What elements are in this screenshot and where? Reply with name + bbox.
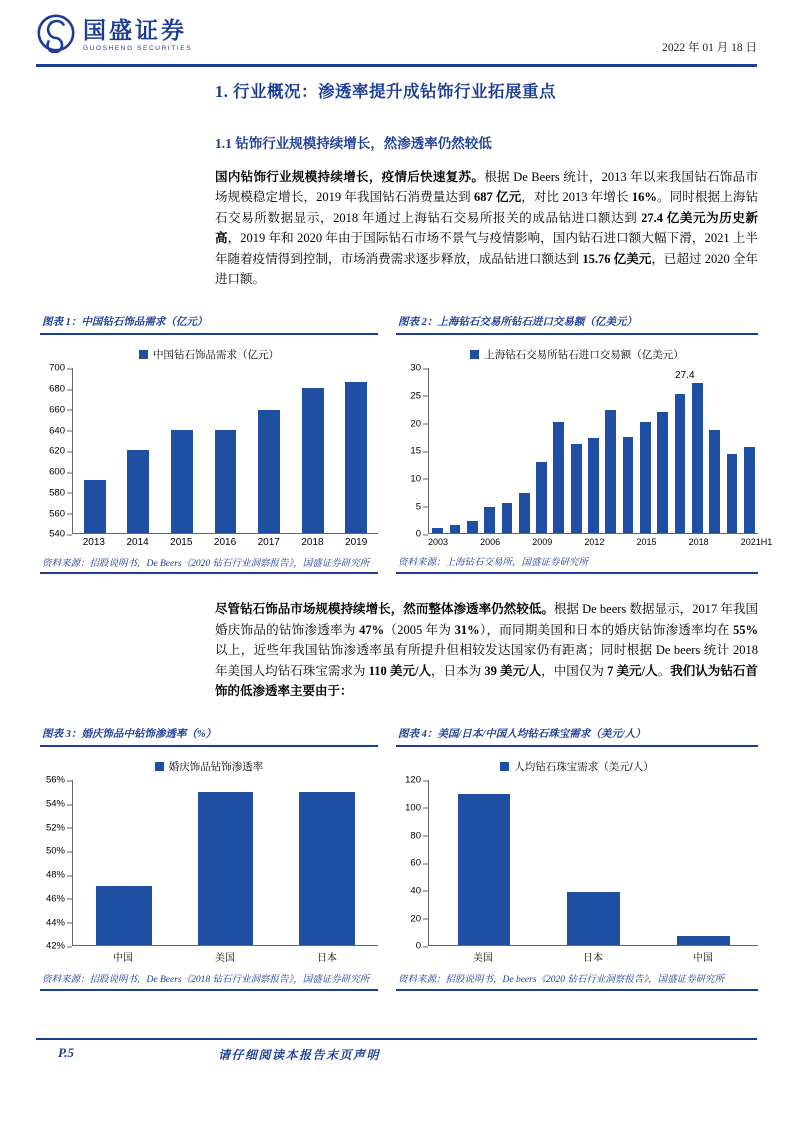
x-tick-label: 美国 [473,953,493,965]
bar [345,382,367,534]
text-emphasis: 7 美元/人 [607,663,658,678]
bar-slot [741,368,758,533]
figure-2-legend [396,347,758,362]
text-run: 。 [657,663,671,678]
text-run: ，已超过 2020 全年进口额。 [215,251,758,286]
bar-slot [533,368,550,533]
brand-name-cn: 国盛证券 [83,18,187,43]
x-axis [72,534,378,548]
x-tick-label [671,537,688,547]
text-emphasis: 15.76 亿美元 [582,251,652,266]
figure-1-source: 资料来源：招股说明书，De Beers《2020 钻石行业洞察报告》，国盛证券研究所 [42,559,370,570]
y-tick-label: 20 [410,418,421,430]
x-tick-label: 2015 [170,537,193,549]
figure-4-caption-rule [396,745,758,747]
bar-slot [73,780,175,945]
x-tick-label [567,537,584,547]
bar [171,430,193,533]
bar [450,525,461,533]
legend-label: 婚庆饰品钻饰渗透率 [168,761,264,774]
bar-slot [291,368,335,533]
text-emphasis: 我们认为钻石首饰的低渗透率主要由于： [215,663,758,698]
bar [467,521,478,533]
y-tick-label: 80 [410,830,421,842]
figure-3 [40,724,378,990]
x-tick-label: 日本 [317,953,337,965]
text-run: ，对比 2013 年增长 [521,190,632,205]
report-header [36,13,757,58]
figure-4-chart [396,774,758,965]
paragraph-2 [215,599,758,701]
bar [302,388,324,533]
report-date: 2022 年 01 月 18 日 [662,42,757,54]
y-tick-label: 52% [45,822,65,834]
plot-area [72,780,378,946]
bar-slot [723,368,740,533]
plot-area [428,780,758,946]
text-run: ，日本为 [431,663,485,678]
bar-slot [654,368,671,533]
legend-label: 人均钻石珠宝需求（美元/人） [514,761,654,774]
bar-slot [160,368,204,533]
bar-slot [648,780,758,945]
bar [96,886,152,945]
bar-slot [706,368,723,533]
y-tick-label: 40 [410,885,421,897]
x-axis [428,946,758,964]
x-tick-label: 2018 [688,537,709,548]
bar [640,422,651,534]
legend-swatch [470,350,479,359]
bar-slot [117,368,161,533]
bar [588,438,599,533]
x-tick-label: 2017 [257,537,280,549]
y-tick-label: 620 [49,445,65,457]
bar [623,437,634,533]
bar-slot [446,368,463,533]
figure-4 [396,724,758,990]
text-run: （2005 年为 [384,622,455,637]
bar [744,447,755,534]
bar-slot [498,368,515,533]
bar-slot [539,780,649,945]
x-axis [72,946,378,964]
bar [127,450,149,534]
figure-4-bottom-rule [396,989,758,991]
bar-slot [619,368,636,533]
y-tick-label: 5 [415,501,421,513]
text-emphasis: 27.4 亿美元为历史新高 [215,210,758,246]
bar-slot [247,368,291,533]
text-emphasis: 16% [631,190,657,205]
figure-2-caption: 图表 2：上海钻石交易所钻石进口交易额（亿美元） [398,317,637,329]
bar-slot [689,368,706,533]
brand-logo [36,13,192,58]
text-run: 以上，近些年我国钻饰渗透率虽有所提升但相较发达国家仍有距离；同时根据 De beers 统计 2018 年美国人均钻石珠宝需求为 [215,643,758,678]
text-emphasis: 国内钻饰行业规模持续增长，疫情后快速复苏。 [215,170,485,184]
x-tick-label [654,537,671,547]
x-tick-label [706,537,723,547]
text-emphasis: 687 亿元 [473,190,522,205]
y-tick-label: 46% [45,893,65,905]
x-tick-label: 2014 [126,537,149,549]
x-tick-label: 2003 [428,537,449,548]
x-tick-label [619,537,636,547]
y-tick-label: 54% [45,798,65,810]
y-tick-label: 25 [410,390,421,402]
bar-slot [429,780,539,945]
x-tick-label: 中国 [693,953,713,965]
y-tick-label: 660 [49,404,65,416]
text-run: ，中国仅为 [541,663,608,678]
bar [553,422,564,534]
y-tick-label: 10 [410,473,421,485]
bar-slot [637,368,654,533]
figure-1-caption: 图表 1：中国钻石饰品需求（亿元） [42,317,208,329]
bar-slot [516,368,533,533]
figure-4-source: 资料来源：招股说明书，De beers《2020 钻石行业洞察报告》，国盛证券研究所 [398,975,725,986]
y-tick-label: 120 [405,774,421,786]
y-tick-label: 600 [49,466,65,478]
text-run: 根据 De beers 数据显示，2017 年我国婚庆饰品的钻饰渗透率为 [215,602,758,637]
y-tick-label: 560 [49,508,65,519]
x-tick-label: 2019 [345,537,368,549]
data-label: 27.4 [675,369,695,381]
x-tick-label: 2015 [636,537,657,548]
figure-1-caption-rule [40,333,378,335]
bar-slot [585,368,602,533]
figure-1-bottom-rule [40,572,378,574]
x-tick-label: 日本 [583,953,603,965]
x-tick-label: 中国 [113,953,133,965]
figure-1-legend [40,347,378,362]
x-tick-label: 美国 [215,953,235,965]
figure-3-caption-rule [40,745,378,747]
report-body [40,78,773,991]
y-tick-label: 0 [415,528,421,540]
y-tick-label: 56% [45,774,65,786]
bar [727,454,738,534]
x-tick-label [445,537,462,547]
header-divider [36,64,757,67]
figure-3-bottom-rule [40,989,378,991]
x-tick-label: 2012 [584,537,605,548]
x-tick-label: 2009 [532,537,553,548]
bar [299,792,355,945]
page-number: P.5 [58,1045,75,1060]
text-emphasis: 尽管钻石饰品市场规模持续增长，然而整体渗透率仍然较低。 [215,602,554,617]
bar-slot [481,368,498,533]
bar [502,503,513,533]
bar-slot [550,368,567,533]
bar [258,410,280,534]
footer-notice: 请仔细阅读本报告末页声明 [218,1048,381,1062]
bar-slot [334,368,378,533]
bar-slot [568,368,585,533]
y-tick-label: 680 [49,383,65,395]
bar-slot [671,368,688,533]
y-tick-label: 700 [49,362,65,374]
figure-3-chart [40,774,378,965]
bar [692,383,703,534]
x-tick-label: 2016 [213,537,237,549]
x-tick-label [515,537,532,547]
x-tick-label [550,537,567,547]
text-run: ），而同期美国和日本的婚庆钻饰渗透率均在 [479,622,733,637]
y-tick-label: 15 [410,445,421,457]
x-tick-label [723,537,740,547]
text-emphasis: 110 美元/人 [368,663,432,678]
bar [198,792,254,945]
plot-area [72,368,378,534]
figure-row-2 [40,724,758,990]
bar [709,430,720,533]
x-tick-label: 2006 [480,537,501,548]
figure-4-caption: 图表 4：美国/日本/中国人均钻石珠宝需求（美元/人） [398,729,646,741]
y-axis [396,362,428,540]
figure-2-bottom-rule [396,572,758,574]
y-tick-label: 0 [415,940,421,952]
bar [605,410,616,534]
bar-slot [602,368,619,533]
subsection-title: 1.1 钻饰行业规模持续增长，然渗透率仍然较低 [215,136,492,151]
figure-1 [40,312,378,574]
bar-slot [204,368,248,533]
figure-row-1 [40,312,773,574]
brand-text [83,19,192,52]
figure-3-legend [40,759,378,774]
figure-2-chart [396,362,773,548]
bar-slot [464,368,481,533]
x-tick-label: 2018 [301,537,324,549]
text-emphasis: 55% [732,622,758,637]
text-run: 根据 De Beers 统计，2013 年以来我国钻石饰品市场规模稳定增长，2019 年我国钻石消费量达到 [215,170,758,205]
y-axis [40,362,72,540]
paragraph-1 [215,167,758,289]
section-title: 1. 行业概况：渗透率提升成钻饰行业拓展重点 [215,82,556,101]
bar-slot [276,780,378,945]
y-tick-label: 20 [410,913,421,925]
bar [458,794,511,945]
y-tick-label: 540 [49,528,65,540]
x-tick-label: 2013 [82,537,105,549]
x-tick-label [602,537,619,547]
legend-swatch [155,762,164,771]
bar [677,936,730,946]
y-tick-label: 100 [405,802,421,814]
text-run: ，2019 年和 2020 年由于国际钻石市场不景气与疫情影响，国内钻石进口额大幅下滑，2021 上半年随着疫情得到控制，市场消费需求逐步释放，成品钻进口额达到 [215,231,758,266]
figure-2 [396,312,773,574]
brand-name-en: GUOSHENG SECURITIES [83,45,193,52]
footer-divider [36,1038,757,1040]
bar [432,528,443,534]
bar [567,892,620,946]
legend-label: 中国钻石饰品需求（亿元） [153,349,279,362]
y-tick-label: 42% [45,940,65,952]
bar [215,430,237,533]
legend-label: 上海钻石交易所钻石进口交易额（亿美元） [484,349,684,362]
figure-1-chart [40,362,378,549]
bar [519,493,530,533]
figure-3-source: 资料来源：招股说明书，De Beers《2018 钻石行业洞察报告》，国盛证券研究所 [42,975,370,986]
bar [536,462,547,534]
y-tick-label: 48% [45,869,65,881]
figure-2-caption-rule [396,333,758,335]
bar-slot [175,780,277,945]
text-emphasis: 39 美元/人 [484,663,542,678]
y-tick-label: 50% [45,845,65,857]
x-tick-label [463,537,480,547]
bar [84,480,106,534]
x-tick-label [498,537,515,547]
figure-2-source: 资料来源：上海钻石交易所，国盛证券研究所 [398,558,589,569]
bar-slot [429,368,446,533]
x-axis [428,534,773,548]
figure-4-legend [396,759,758,774]
text-emphasis: 31% [454,622,480,637]
legend-swatch [139,350,148,359]
y-axis [396,774,428,952]
y-tick-label: 44% [45,917,65,929]
brand-logo-icon [36,13,76,58]
text-emphasis: 47% [359,622,385,637]
bar [484,507,495,533]
y-tick-label: 60 [410,857,421,869]
x-tick-label: 2021H1 [740,537,773,548]
y-axis [40,774,72,952]
legend-swatch [500,762,509,771]
plot-area [428,368,758,534]
bar-slot [73,368,117,533]
y-tick-label: 30 [410,362,421,374]
text-run: 。同时根据上海钻石交易所数据显示，2018 年通过上海钻石交易所报关的成品钻进口额达到 [215,190,758,225]
bar [571,444,582,534]
figure-3-caption: 图表 3：婚庆饰品中钻饰渗透率（%） [42,729,217,741]
bar [657,412,668,533]
y-tick-label: 580 [49,487,65,499]
bar [675,394,686,533]
y-tick-label: 640 [49,425,65,436]
